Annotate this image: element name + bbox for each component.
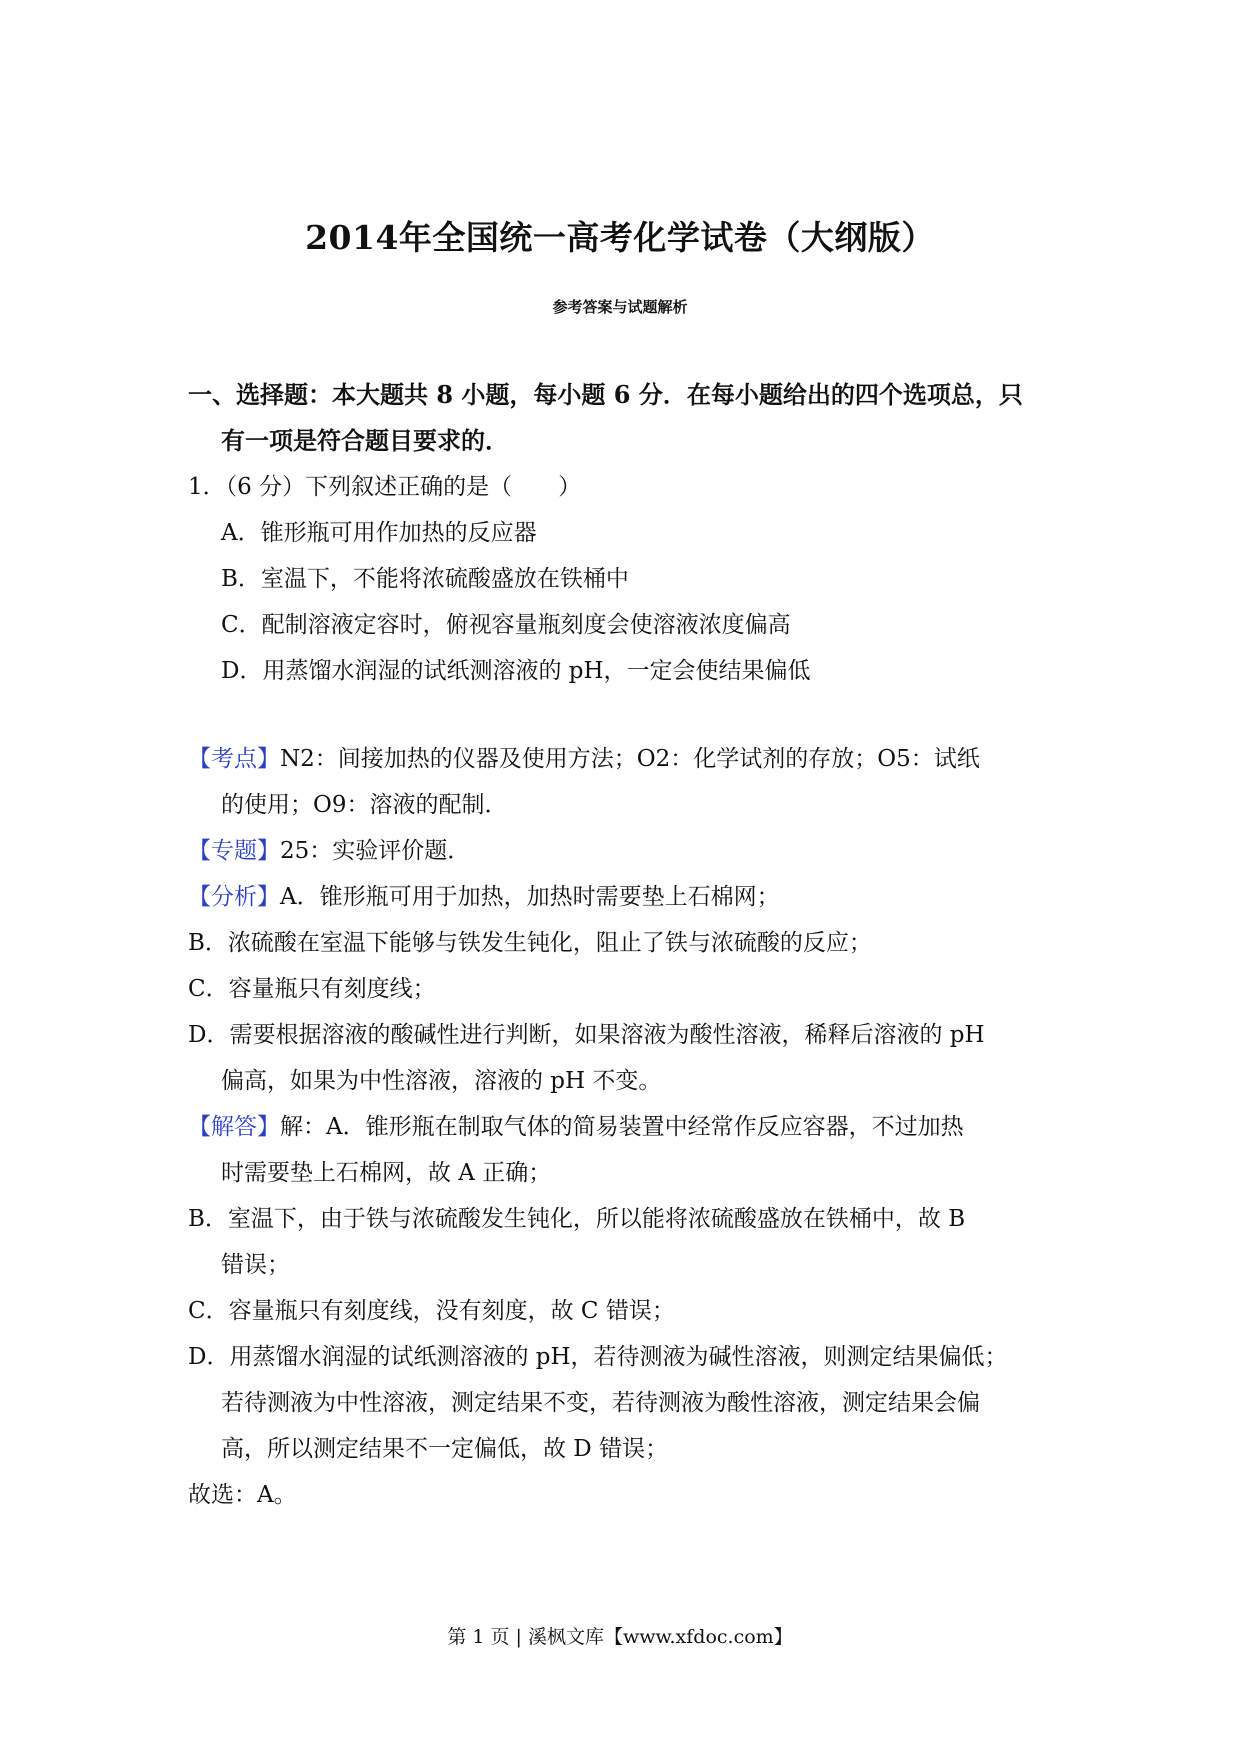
- page-title: 2014年全国统一高考化学试卷（大纲版）: [305, 218, 935, 257]
- jieda-line-2: 时需要垫上石棉网，故 A 正确；: [221, 1160, 552, 1186]
- jieda-line-8: 高，所以测定结果不一定偏低，故 D 错误；: [221, 1436, 669, 1462]
- option-a: A．锥形瓶可用作加热的反应器: [221, 520, 537, 546]
- option-c: C．配制溶液定容时，俯视容量瓶刻度会使溶液浓度偏高: [221, 612, 791, 638]
- jieda-line-6: D．用蒸馏水润湿的试纸测溶液的 pH，若待测液为碱性溶液，则测定结果偏低；: [188, 1344, 1008, 1370]
- fenxi-text-1: A．锥形瓶可用于加热，加热时需要垫上石棉网；: [280, 884, 780, 910]
- fenxi-label: 【分析】: [188, 884, 280, 910]
- fenxi-line-4: D．需要根据溶液的酸碱性进行判断，如果溶液为酸性溶液，稀释后溶液的 pH: [188, 1022, 985, 1048]
- zhuanti-text: 25：实验评价题．: [280, 838, 471, 864]
- kaodian-text-1: N2：间接加热的仪器及使用方法；O2：化学试剂的存放；O5：试纸: [280, 746, 980, 772]
- spacer: [188, 694, 1060, 736]
- option-d: D．用蒸馏水润湿的试纸测溶液的 pH，一定会使结果偏低: [221, 658, 811, 684]
- jieda-line-4: 错误；: [221, 1252, 290, 1278]
- section-heading-line-2: 有一项是符合题目要求的．: [221, 426, 509, 455]
- page-subtitle: 参考答案与试题解析: [552, 298, 688, 316]
- fenxi-line-5: 偏高，如果为中性溶液，溶液的 pH 不变。: [221, 1068, 662, 1094]
- option-b: B．室温下，不能将浓硫酸盛放在铁桶中: [221, 566, 629, 592]
- kaodian-line-2: 的使用；O9：溶液的配制．: [221, 792, 508, 818]
- zhuanti-label: 【专题】: [188, 838, 280, 864]
- jieda-line-3: B．室温下，由于铁与浓硫酸发生钝化，所以能将浓硫酸盛放在铁桶中，故 B: [188, 1206, 966, 1232]
- kaodian-line-1: [188, 736, 1060, 782]
- section-heading-line-1: 一、选择题：本大题共 8 小题，每小题 6 分．在每小题给出的四个选项总，只: [188, 380, 1023, 409]
- kaodian-label: 【考点】: [188, 746, 280, 772]
- jieda-line-1: [188, 1104, 1060, 1150]
- fenxi-line-3: C．容量瓶只有刻度线；: [188, 976, 436, 1002]
- question-stem: 1．（6 分）下列叙述正确的是（ ）: [188, 474, 582, 500]
- zhuanti-line: [188, 828, 1060, 874]
- document-body: [188, 372, 1060, 1518]
- jieda-line-7: 若待测液为中性溶液，测定结果不变，若待测液为酸性溶液，测定结果会偏: [221, 1390, 980, 1416]
- jieda-label: 【解答】: [188, 1114, 280, 1140]
- fenxi-line-2: B．浓硫酸在室温下能够与铁发生钝化，阻止了铁与浓硫酸的反应；: [188, 930, 872, 956]
- jieda-text-1: 解：A．锥形瓶在制取气体的简易装置中经常作反应容器，不过加热: [280, 1114, 964, 1140]
- fenxi-line-1: [188, 874, 1060, 920]
- jieda-line-9: 故选：A。: [188, 1482, 297, 1508]
- jieda-line-5: C．容量瓶只有刻度线，没有刻度，故 C 错误；: [188, 1298, 675, 1324]
- page-footer: 第 1 页 | 溪枫文库【www.xfdoc.com】: [447, 1626, 793, 1648]
